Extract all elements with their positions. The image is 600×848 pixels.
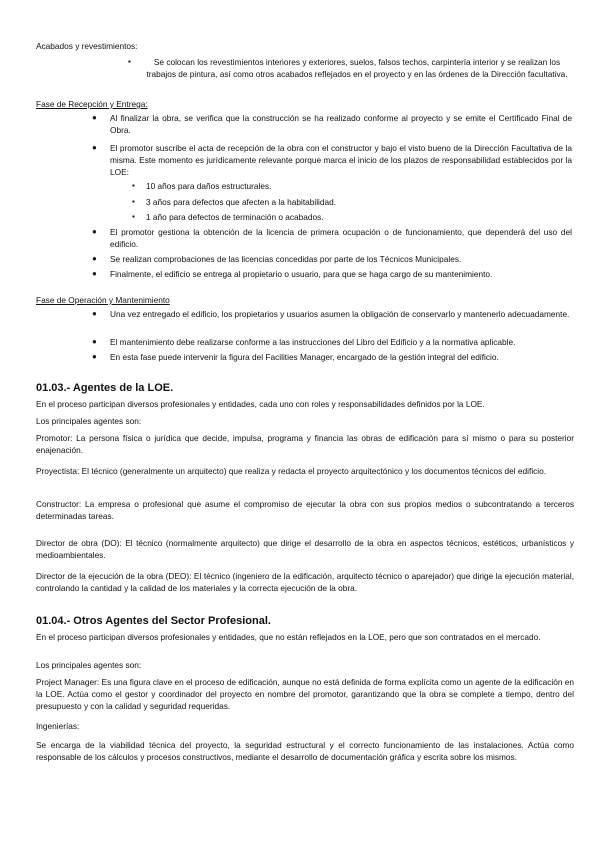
bullet-icon: ▪ [132, 212, 135, 221]
bullet-icon: ▪ [128, 57, 131, 66]
operacion-bullet: ● Una vez entregado el edificio, los propietarios y usuarios asumen la obligación de conservarlo y mantenerlo adecuadamente. [92, 309, 570, 319]
acabados-heading: Acabados y revestimientos: [36, 41, 138, 51]
plazo-subbullet: ▪ 10 años para daños estructurales. [132, 181, 272, 191]
section-0103-lead: Los principales agentes son: [36, 416, 142, 426]
section-0104-intro: En el proceso participan diversos profesionales y entidades, que no están reflejados en la LOE, pero que son contratados en el mercado. [36, 632, 541, 642]
operacion-bullet: ● En esta fase puede intervenir la figura del Facilities Manager, encargado de la gestión integral del edificio. [92, 352, 499, 362]
bullet-icon: ● [92, 143, 97, 152]
section-0104-title: 01.04.- Otros Agentes del Sector Profesional. [36, 615, 271, 627]
recepcion-bullet: ● Se realizan comprobaciones de las licencias concedidas por parte de los Técnicos Municipales. [92, 254, 462, 264]
bullet-icon: ▪ [132, 197, 135, 206]
acabados-bullet: ▪ Se colocan los revestimientos interiores y exteriores, suelos, falsos techos, carpintería interior y se realizan los trabajos de pintura, así como otros acabados reflejados en el proyecto y en las órdenes de la Dirección facultativa. [128, 57, 568, 80]
bullet-icon: ● [92, 352, 97, 361]
section-0103-intro: En el proceso participan diversos profesionales y entidades, cada uno con roles y responsabilidades definidos por la LOE. [36, 399, 485, 409]
bullet-icon: ▪ [132, 181, 135, 190]
agent-project-manager: Project Manager: Es una figura clave en el proceso de edificación, aunque no está definida de forma explícita como un agente de la edificación en la LOE. Actúa como el gestor y coordinador del proyecto en nombre del promotor, garantizando que la obra se complete a tiempo, dentro del presupuesto y con la calidad y seguridad requeridas. [36, 677, 574, 712]
bullet-icon: ● [92, 309, 97, 318]
recepcion-bullet: ● El promotor gestiona la obtención de la licencia de primera ocupación o de funcionamiento, que dependerá del uso del edificio. [92, 227, 572, 250]
agent-constructor: Constructor: La empresa o profesional que asume el compromiso de ejecutar la obra con sus propios medios o subcontratando a terceros determinadas tareas. [36, 499, 574, 522]
section-0104-lead: Los principales agentes son: [36, 660, 142, 670]
bullet-icon: ● [92, 269, 97, 278]
plazo-subbullet: ▪ 3 años para defectos que afecten a la habitabilidad. [132, 197, 337, 207]
plazo-subbullet: ▪ 1 año para defectos de terminación o acabados. [132, 212, 324, 222]
ingenierias-text: Se encarga de la viabilidad técnica del proyecto, la seguridad estructural y el correcto funcionamiento de las instalaciones. Actúa como responsable de los cálculos y procesos constructivos, mediante el desarrollo de documentación gráfica y escrita sobre los mismos. [36, 740, 574, 763]
bullet-icon: ● [92, 113, 97, 122]
agent-director-ejecucion: Director de la ejecución de la obra (DEO): El técnico (ingeniero de la edificación, arquitecto técnico o aparejador) que dirige la ejecución material, controlando la cantidad y la calidad de los materiales y la correcta ejecución de la obra. [36, 571, 574, 594]
bullet-icon: ● [92, 227, 97, 236]
agent-proyectista: Proyectista: El técnico (generalmente un arquitecto) que realiza y redacta el proyecto arquitectónico y los documentos técnicos del edificio. [36, 466, 547, 476]
agent-promotor: Promotor: La persona física o jurídica que decide, impulsa, programa y financia las obras de edificación para sí mismo o para su posterior enajenación. [36, 433, 574, 456]
bullet-icon: ● [92, 337, 97, 346]
bullet-icon: ● [92, 254, 97, 263]
recepcion-bullet: ● El promotor suscribe el acta de recepción de la obra con el constructor y bajo el visto bueno de la Dirección Facultativa de la misma. Este momento es jurídicamente relevante porque marca el inicio de los plazos de responsabilidad establecidos por la LOE: [92, 143, 572, 178]
recepcion-bullet: ● Al finalizar la obra, se verifica que la construcción se ha realizado conforme al proyecto y se emite el Certificado Final de Obra. [92, 113, 572, 136]
recepcion-bullet: ● Finalmente, el edificio se entrega al propietario o usuario, para que se haga cargo de su mantenimiento. [92, 269, 493, 279]
operacion-heading: Fase de Operación y Mantenimiento [36, 295, 170, 305]
ingenierias-heading: Ingenierías: [36, 721, 80, 731]
recepcion-heading: Fase de Recepción y Entrega: [36, 99, 148, 109]
section-0103-title: 01.03.- Agentes de la LOE. [36, 382, 174, 394]
operacion-bullet: ● El mantenimiento debe realizarse conforme a las instrucciones del Libro del Edificio y a la normativa aplicable. [92, 337, 516, 347]
agent-director-obra: Director de obra (DO): El técnico (normalmente arquitecto) que dirige el desarrollo de la obra en aspectos técnicos, estéticos, urbanísticos y medioambientales. [36, 538, 574, 561]
